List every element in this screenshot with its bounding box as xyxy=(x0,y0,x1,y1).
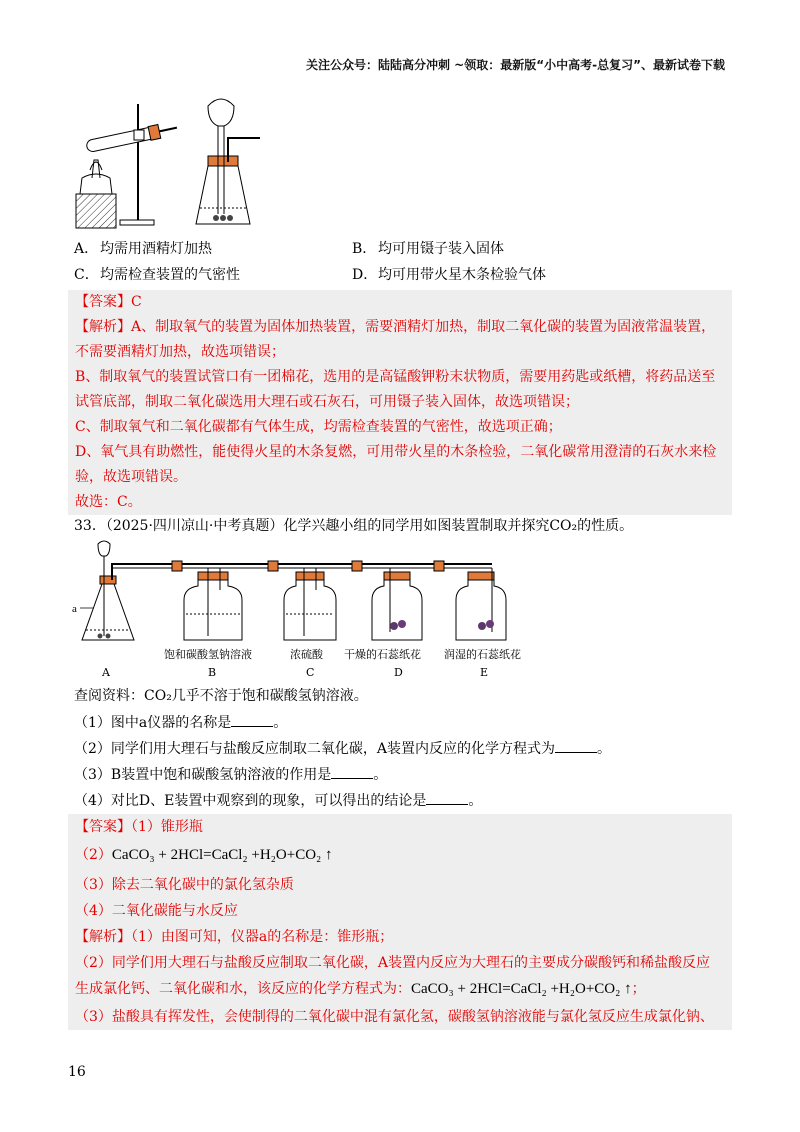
option-row-cd xyxy=(74,264,714,284)
analysis-label: 【解析】 xyxy=(75,929,131,945)
answer-label: 【答案】 xyxy=(75,819,131,835)
option-b-letter: B． xyxy=(352,241,377,257)
question-3-text: （3）B装置中饱和碳酸氢钠溶液的作用是 xyxy=(74,767,332,783)
question-1-end: 。 xyxy=(273,715,288,731)
question-1 xyxy=(74,712,287,733)
analysis-line: （2）同学们用大理石与盐酸反应制取二氧化碳，A装置内反应为大理石的主要成分碳酸钙和稀盐酸反应 xyxy=(75,955,711,971)
answer-blank xyxy=(555,738,597,753)
answer-2-equation: CaCO₃ + 2HCl=CaCl₂ +H₂O+CO₂ ↑ xyxy=(111,847,333,863)
answer-label: 【答案】 xyxy=(75,294,131,310)
reference-note: 查阅资料：CO₂几乎不溶于饱和碳酸氢钠溶液。 xyxy=(74,688,368,704)
analysis-label: 【解析】 xyxy=(75,319,131,335)
analysis-line: 试管底部，制取二氧化碳选用大理石或石灰石，可用镊子装入固体，故选项错误； xyxy=(75,394,579,410)
letter-e: E xyxy=(480,666,489,679)
analysis-line: （3）盐酸具有挥发性，会使制得的二氧化碳中混有氯化氢，碳酸氢钠溶液能与氯化氢反应生成氯化钠、 xyxy=(75,1009,714,1025)
q33-stem: 33．（2025·四川凉山·中考真题）化学兴趣小组的同学用如图装置制取并探究CO₂的性质。 xyxy=(74,518,634,534)
apparatus-figure-1 xyxy=(68,96,268,236)
answer-4: （4）二氧化碳能与水反应 xyxy=(75,903,238,919)
question-4 xyxy=(74,790,482,811)
analysis-line: B、制取氧气的装置试管口有一团棉花，选用的是高锰酸钾粉末状物质，需要用药匙或纸槽，将药品送至 xyxy=(75,369,716,385)
caption-d: 干燥的石蕊纸花 xyxy=(344,648,421,661)
question-2-text: （2）同学们用大理石与盐酸反应制取二氧化碳，A装置内反应的化学方程式为 xyxy=(74,741,556,757)
question-2 xyxy=(74,738,611,759)
analysis-line: 验，故选项错误。 xyxy=(75,469,187,485)
option-a-letter: A． xyxy=(74,241,99,257)
question-3 xyxy=(74,764,387,785)
caption-c: 浓硫酸 xyxy=(290,648,323,661)
page-header: 关注公众号：陆陆高分冲刺 ~领取：最新版“小中高考-总复习”、最新试卷下载 xyxy=(306,58,725,72)
answer-1: （1）锥形瓶 xyxy=(131,819,203,835)
option-c-text: 均需检查装置的气密性 xyxy=(100,267,240,283)
question-1-text: （1）图中a仪器的名称是 xyxy=(74,715,232,731)
question-4-end: 。 xyxy=(468,793,483,809)
analysis-line: A、制取氧气的装置为固体加热装置，需要酒精灯加热，制取二氧化碳的装置为固液常温装置， xyxy=(131,319,716,335)
answer-2-num: （2） xyxy=(75,847,112,863)
letter-d: D xyxy=(394,666,403,679)
label-a: a xyxy=(72,603,77,615)
letter-a: A xyxy=(102,666,110,679)
option-a-text: 均需用酒精灯加热 xyxy=(100,241,212,257)
page-number: 16 xyxy=(68,1064,86,1080)
analysis-line: （1）由图可知，仪器a的名称是：锥形瓶； xyxy=(131,929,394,945)
letter-c: C xyxy=(306,666,315,679)
answer-value: C xyxy=(131,294,142,310)
q33-answer-box xyxy=(68,814,732,1030)
answer-blank xyxy=(231,712,273,727)
answer-blank xyxy=(331,764,373,779)
question-2-end: 。 xyxy=(597,741,612,757)
option-d-text: 均可用带火星木条检验气体 xyxy=(378,267,546,283)
caption-e: 润湿的石蕊纸花 xyxy=(444,648,521,661)
answer-3: （3）除去二氧化碳中的氯化氢杂质 xyxy=(75,877,294,893)
option-c-letter: C． xyxy=(74,267,99,283)
analysis-line: C、制取氧气和二氧化碳都有气体生成，均需检查装置的气密性，故选项正确； xyxy=(75,419,562,435)
option-row-ab xyxy=(74,238,714,258)
analysis-line: D、氧气具有助燃性，能使得火星的木条复燃，可用带火星的木条检验，二氧化碳常用澄清的石灰水来检 xyxy=(75,444,717,460)
caption-b: 饱和碳酸氢钠溶液 xyxy=(164,648,252,661)
question-4-text: （4）对比D、E装置中观察到的现象，可以得出的结论是 xyxy=(74,793,427,809)
analysis-line: 不需要酒精灯加热，故选项错误； xyxy=(75,344,285,360)
apparatus-figure-2 xyxy=(68,540,548,680)
answer-blank xyxy=(426,790,468,805)
q32-answer-box xyxy=(68,290,732,515)
letter-b: B xyxy=(208,666,217,679)
analysis-equation: CaCO₃ + 2HCl=CaCl₂ +H₂O+CO₂ ↑ xyxy=(411,981,632,997)
option-b-text: 均可用镊子装入固体 xyxy=(378,241,504,257)
analysis-line: 故选：C。 xyxy=(75,494,142,510)
analysis-line-end: ； xyxy=(631,981,646,997)
question-3-end: 。 xyxy=(373,767,388,783)
analysis-line: 生成氯化钙、二氧化碳和水，该反应的化学方程式为： xyxy=(75,981,411,997)
option-d-letter: D． xyxy=(352,267,378,283)
